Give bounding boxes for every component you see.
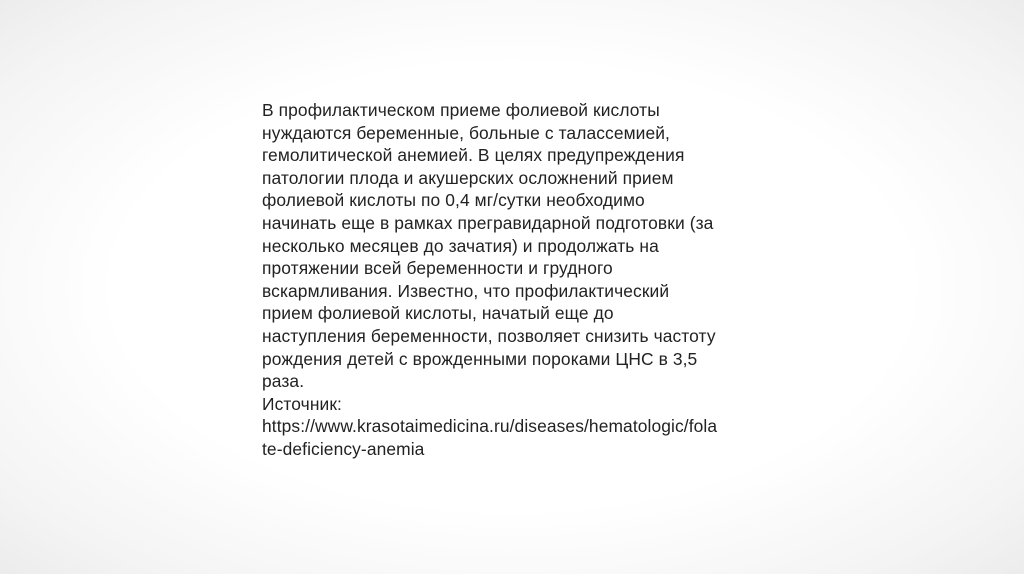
source-label: Источник: — [262, 393, 342, 414]
slide-text-block — [262, 99, 782, 461]
body-paragraph: В профилактическом приеме фолиевой кислоты нуждаются беременные, больные с талассемией, гемолитической анемией. В целях предупреждения патологии плода и акушерских осложнений прием фолиевой кислоты по 0,4 мг/сутки необходимо начинать еще в рамках прегравидарной подготовки (за несколько месяцев до зачатия) и продолжать на протяжении всей беременности и грудного вскармливания. Известно, что профилактический прием фолиевой кислоты, начатый еще до наступления беременности, позволяет снизить частоту рождения детей с врожденными пороками ЦНС в 3,5 раза. — [262, 100, 716, 392]
source-url: https://www.krasotaimedicina.ru/diseases/hematologic/fola te-deficiency-anemia — [262, 416, 718, 459]
